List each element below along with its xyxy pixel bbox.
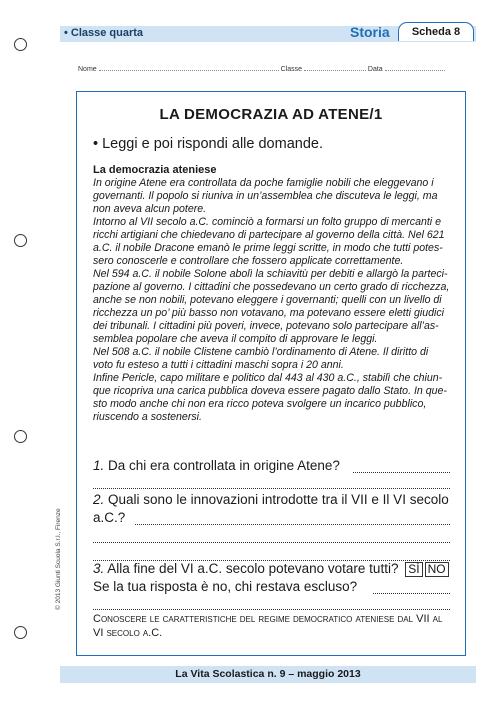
binder-hole xyxy=(14,234,27,247)
worksheet-title: LA DEMOCRAZIA AD ATENE/1 xyxy=(159,106,383,123)
yes-checkbox[interactable]: SÌ xyxy=(405,562,422,577)
binder-hole xyxy=(14,38,27,51)
footer-bar: La Vita Scolastica n. 9 – maggio 2013 xyxy=(60,666,476,683)
sheet-tab: Scheda 8 xyxy=(398,22,474,41)
question-3: 3. Alla fine del VI a.C. secolo potevano votare tutti? SÌ NO xyxy=(93,561,451,577)
no-checkbox[interactable]: NO xyxy=(425,562,449,577)
answer-line[interactable] xyxy=(353,472,450,473)
answer-line[interactable] xyxy=(135,524,450,525)
question-3-followup: Se la tua risposta è no, chi restava escluso? xyxy=(93,579,358,594)
binder-hole xyxy=(14,626,27,639)
class-label: • Classe quarta xyxy=(64,27,144,39)
answer-line[interactable] xyxy=(93,542,450,543)
learning-objective: Conoscere le caratteristiche del regime democratico ateniese dal VII al VI secolo a.C. xyxy=(93,613,443,639)
reading-text: In origine Atene era controllata da poche famiglie nobili che eleggevano i governanti. Il popolo si riuniva in un’assemblea che discuteva le leggi, ma non aveva alcun potere. Intorno al VII secolo a.C. cominciò a formarsi un folto gruppo di mercanti e ricchi artigiani che chiedevano di partecipare al governo della città. Nel 621 a.C. il nobile Dracone emanò le prime leggi scritte, in modo che tutti potes- sero conoscerle e controllare che fossero applicate correttamente. Nel 594 a.C. il nobile Solone abolì la schiavitù per debiti e allargò la parteci- pazione al governo. I cittadini che possedevano un certo grado di ricchezza, anche se non nobili, potevano eleggere i governanti; quelli con un livello di ricchezza un po’ più basso non votavano, ma potevano essere eletti giudici dei tribunali. I cittadini più poveri, invece, potevano solo partecipare all’as- semblea popolare che aveva il compito di approvare le leggi. Nel 508 a.C. il nobile Clistene cambiò l’ordinamento di Atene. Il diritto di voto fu esteso a tutti i cittadini maschi sopra i 20 anni. Infine Pericle, capo militare e politico dal 443 al 430 a.C., stabilì che chiun- que ricopriva una carica pubblica doveva essere pagato dallo Stato. In que- sto modo anche chi non era ricco poteva svolgere un incarico pubblico, riuscendo a sostenersi. xyxy=(93,177,450,423)
question-1: 1. Da chi era controllata in origine Atene? xyxy=(93,458,340,473)
reading-subtitle: La democrazia ateniese xyxy=(93,164,217,176)
copyright: © 2013 Giunti Scuola S.r.l., Firenze xyxy=(55,508,62,610)
subject-label: Storia xyxy=(350,24,390,40)
date-field[interactable] xyxy=(385,64,445,71)
name-label: Nome xyxy=(78,66,97,73)
class-label-field: Classe xyxy=(280,66,302,73)
date-label: Data xyxy=(367,66,383,73)
question-2: 2. Quali sono le innovazioni introdotte tra il VII e Il VI secolo xyxy=(93,492,449,507)
worksheet-box xyxy=(76,91,466,656)
name-field[interactable] xyxy=(99,64,279,71)
answer-line[interactable] xyxy=(93,488,450,489)
student-fields xyxy=(78,64,445,73)
class-field[interactable] xyxy=(304,64,366,71)
answer-line[interactable] xyxy=(93,609,450,610)
question-2-continued: a.C.? xyxy=(93,510,126,525)
instruction: • Leggi e poi rispondi alle domande. xyxy=(93,136,323,152)
binder-hole xyxy=(14,430,27,443)
answer-line[interactable] xyxy=(373,593,450,594)
